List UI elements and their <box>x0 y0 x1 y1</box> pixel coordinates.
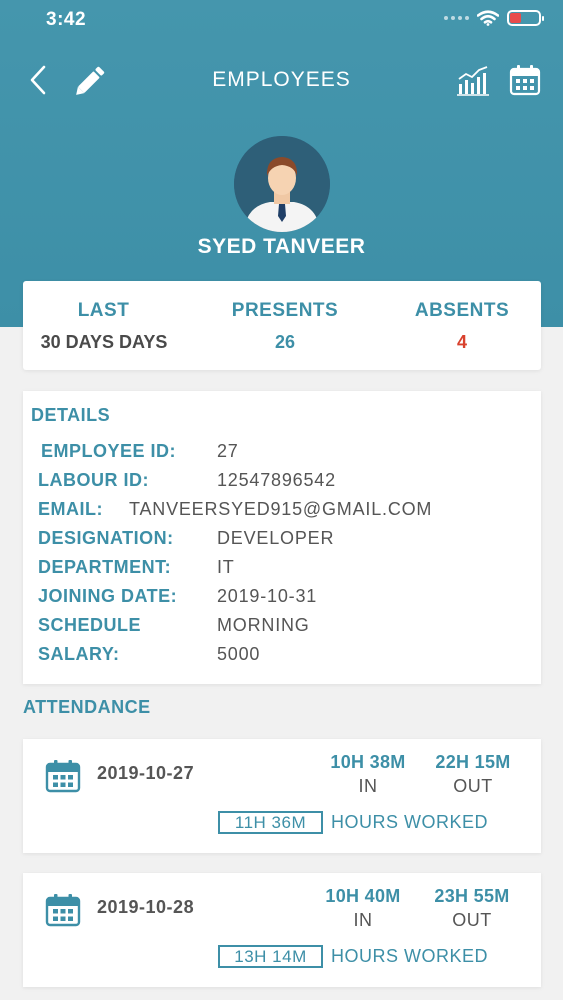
hours-worked-value: 11H 36M <box>218 811 323 834</box>
avatar <box>234 136 330 232</box>
out-label: OUT <box>452 910 492 930</box>
presents-label: PRESENTS <box>231 300 339 321</box>
details-title: DETAILS <box>31 405 111 425</box>
out-time: 22H 15M <box>435 752 511 772</box>
wifi-icon <box>477 10 499 26</box>
absents-label: ABSENTS <box>414 300 510 321</box>
detail-value: DEVELOPER <box>217 528 335 548</box>
detail-label: SCHEDULE <box>38 615 142 635</box>
out-time: 23H 55M <box>434 886 510 906</box>
calendar-icon[interactable] <box>509 64 541 96</box>
detail-value: MORNING <box>217 615 310 635</box>
bar-chart-icon[interactable] <box>456 64 490 96</box>
detail-label: EMPLOYEE ID: <box>41 441 177 461</box>
battery-level <box>510 13 521 23</box>
user-avatar-icon <box>234 136 330 232</box>
detail-label: DEPARTMENT: <box>38 557 172 577</box>
detail-value: IT <box>217 557 235 577</box>
attendance-date: 2019-10-28 <box>97 897 195 917</box>
status-time: 3:42 <box>46 9 87 30</box>
calendar-icon <box>45 759 81 793</box>
signal-icon <box>444 16 469 20</box>
attendance-record-card[interactable] <box>23 873 541 987</box>
attendance-title: ATTENDANCE <box>23 697 151 717</box>
status-indicators <box>444 10 541 26</box>
attendance-record-card[interactable] <box>23 739 541 853</box>
page-title: EMPLOYEES <box>212 68 351 91</box>
battery-icon <box>507 10 541 26</box>
in-label: IN <box>353 910 373 930</box>
hours-worked-label: HOURS WORKED <box>331 946 489 966</box>
hours-worked-value: 13H 14M <box>218 945 323 968</box>
in-time: 10H 40M <box>325 886 401 906</box>
details-card <box>23 391 541 684</box>
hours-worked-label: HOURS WORKED <box>331 812 489 832</box>
absents-value: 4 <box>456 332 467 352</box>
out-label: OUT <box>453 776 493 796</box>
detail-label: LABOUR ID: <box>38 470 149 490</box>
attendance-summary-card <box>23 281 541 370</box>
in-label: IN <box>358 776 378 796</box>
detail-value: 27 <box>217 441 239 461</box>
detail-label: SALARY: <box>38 644 120 664</box>
detail-label: DESIGNATION: <box>38 528 174 548</box>
attendance-date: 2019-10-27 <box>97 763 195 783</box>
last-value: 30 DAYS DAYS <box>40 332 168 352</box>
in-time: 10H 38M <box>330 752 406 772</box>
employee-name: SYED TANVEER <box>197 235 366 258</box>
detail-value: TANVEERSYED915@GMAIL.COM <box>129 499 433 519</box>
presents-value: 26 <box>274 332 296 352</box>
detail-value: 5000 <box>217 644 261 664</box>
calendar-icon <box>45 893 81 927</box>
detail-value: 12547896542 <box>217 470 336 490</box>
last-label: LAST <box>77 300 130 321</box>
detail-label: JOINING DATE: <box>38 586 178 606</box>
detail-value: 2019-10-31 <box>217 586 318 606</box>
detail-label: EMAIL: <box>38 499 103 519</box>
